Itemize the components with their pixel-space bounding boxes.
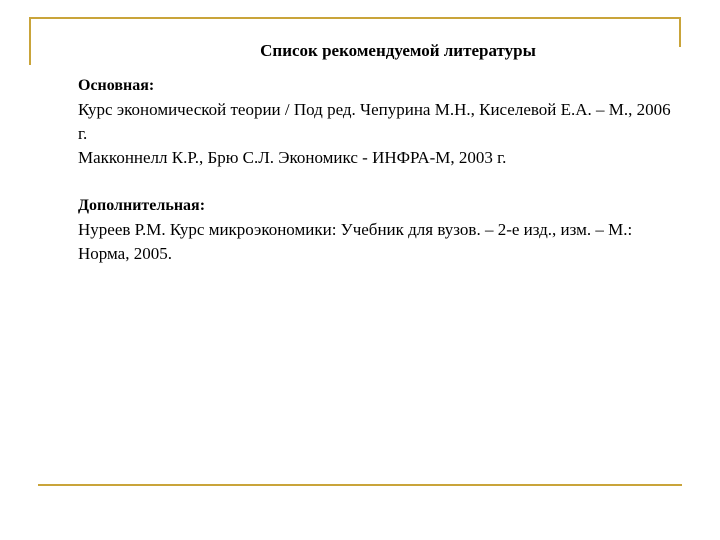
section-main <box>78 74 678 170</box>
frame-left-line <box>29 17 31 65</box>
section-heading-main: Основная: <box>78 77 155 94</box>
page-title: Список рекомендуемой литературы <box>260 41 536 60</box>
section-spacer <box>78 170 678 194</box>
frame-bottom-line <box>38 484 682 486</box>
section-heading-additional: Дополнительная: <box>78 197 206 214</box>
reference-item: Курс экономической теории / Под ред. Чепурина М.Н., Киселевой Е.А. – М., 2006 г. <box>78 100 671 143</box>
slide-content <box>78 40 678 266</box>
reference-item: Макконнелл К.Р., Брю С.Л. Экономикс - ИНФРА-М, 2003 г. <box>78 148 507 167</box>
frame-right-line <box>679 17 681 47</box>
frame-top-line <box>29 17 681 19</box>
reference-item: Нуреев Р.М. Курс микроэкономики: Учебник для вузов. – 2-е изд., изм. – М.: Норма, 2005. <box>78 220 633 263</box>
section-additional <box>78 194 678 266</box>
